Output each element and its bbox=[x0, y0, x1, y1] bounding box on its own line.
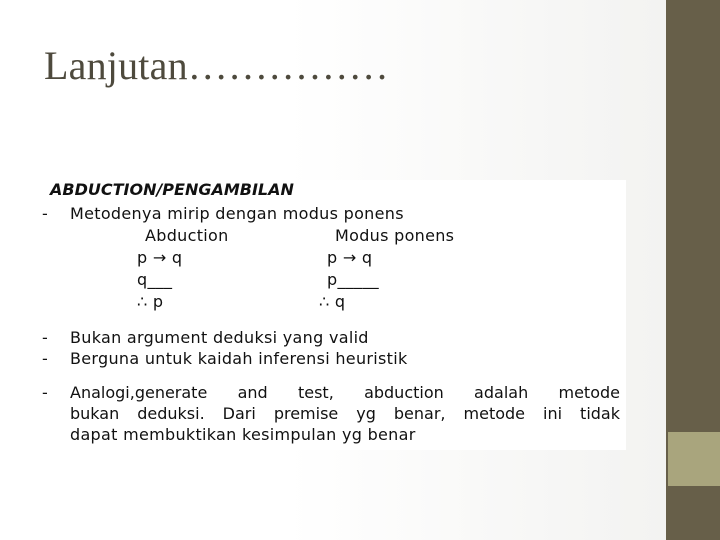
abduction-premise-2: q___ bbox=[137, 270, 173, 289]
bullet-dash: - bbox=[42, 328, 48, 347]
slide-title: Lanjutan…………… bbox=[44, 43, 389, 88]
bullet-dash: - bbox=[42, 349, 48, 368]
abduction-premise-1: p → q bbox=[137, 248, 183, 267]
bullet-dash: - bbox=[42, 204, 48, 223]
abduction-conclusion: ∴ p bbox=[137, 292, 164, 311]
section-heading: ABDUCTION/PENGAMBILAN bbox=[50, 180, 294, 199]
paragraph-line: Analogi,generate and test, abduction adalah metode bbox=[70, 383, 620, 402]
bullet-item: Berguna untuk kaidah inferensi heuristik bbox=[70, 349, 408, 368]
modus-ponens-premise-2: p_____ bbox=[327, 270, 379, 289]
abduction-header: Abduction bbox=[145, 226, 229, 245]
intro-line: Metodenya mirip dengan modus ponens bbox=[70, 204, 404, 223]
modus-ponens-conclusion: ∴ q bbox=[319, 292, 346, 311]
side-decoration-accent bbox=[668, 432, 720, 486]
bullet-item: Bukan argument deduksi yang valid bbox=[70, 328, 369, 347]
paragraph-line: dapat membuktikan kesimpulan yg benar bbox=[70, 425, 416, 444]
modus-ponens-premise-1: p → q bbox=[327, 248, 373, 267]
content-image-panel bbox=[40, 180, 626, 450]
bullet-dash: - bbox=[42, 383, 48, 402]
paragraph-line: bukan deduksi. Dari premise yg benar, metode ini tidak bbox=[70, 404, 620, 423]
modus-ponens-header: Modus ponens bbox=[335, 226, 455, 245]
